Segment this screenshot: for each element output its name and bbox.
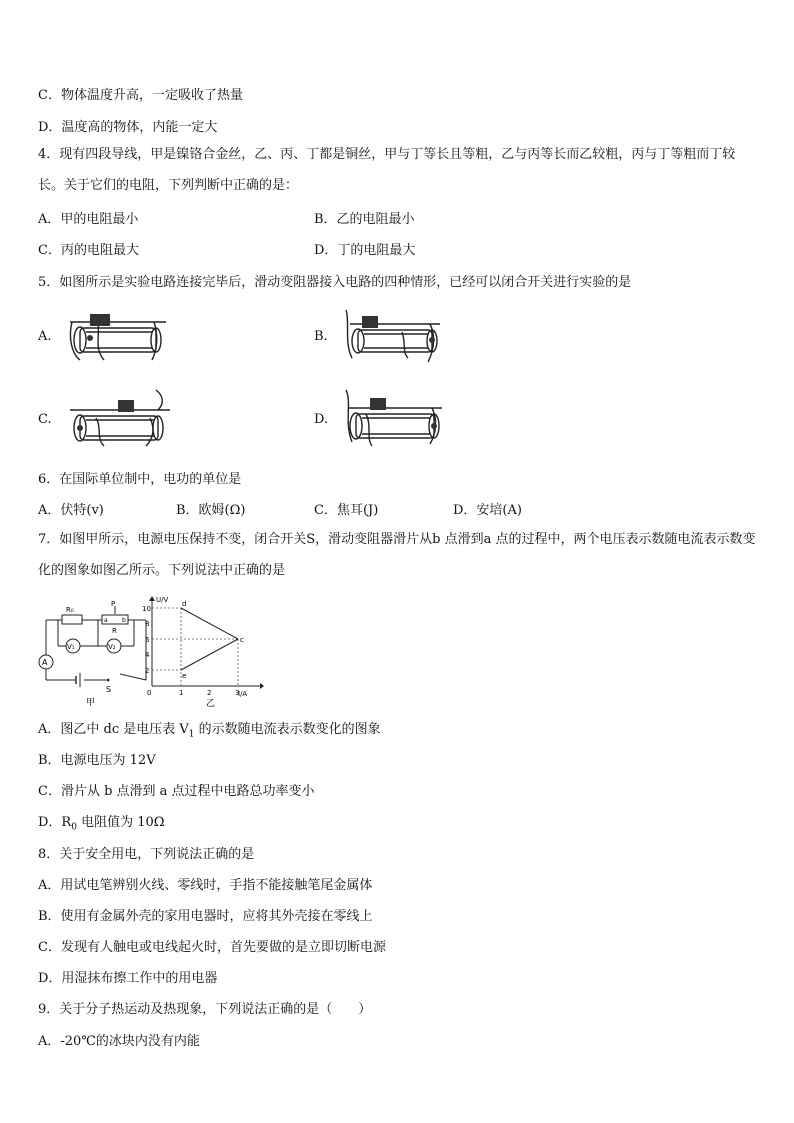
q3-option-d: D．温度高的物体，内能一定大 (38, 120, 218, 135)
switch-label: S (106, 685, 112, 694)
q5-label-a: A. (38, 329, 52, 344)
q4-option-c: C．丙的电阻最大 (38, 243, 139, 258)
q6-option-d: D．安培(A) (453, 503, 522, 518)
q7-option-a-pre: A．图乙中 dc 是电压表 V (38, 722, 189, 737)
ytick-2: 2 (145, 667, 150, 675)
q8-option-c: C．发现有人触电或电线起火时，首先要做的是立即切断电源 (38, 940, 386, 955)
graph-caption: 乙 (206, 699, 216, 708)
q4-option-b: B．乙的电阻最小 (314, 212, 415, 227)
v1-label: V₁ (67, 643, 75, 651)
ammeter-label: A (42, 658, 48, 667)
ytick-10: 10 (142, 605, 151, 613)
q7-option-c: C．滑片从 b 点滑到 a 点过程中电路总功率变小 (38, 784, 315, 799)
rheostat-figure-d (342, 388, 448, 450)
q7-option-d-sub: 0 (71, 822, 77, 833)
q5-label-b: B. (314, 329, 328, 344)
point-b-label: b (122, 617, 126, 624)
q7-option-d (38, 811, 165, 833)
point-d-label: d (182, 600, 187, 608)
q8-option-b: B．使用有金属外壳的家用电器时，应将其外壳接在零线上 (38, 909, 373, 924)
q5-label-d: D. (314, 412, 329, 427)
q7-option-b: B．电源电压为 12V (38, 753, 156, 768)
q6-option-a: A．伏特(v) (38, 503, 104, 518)
point-e-label: e (182, 672, 187, 680)
point-a-label: a (104, 617, 108, 624)
point-c-label: c (240, 636, 244, 644)
r0-label: R₀ (66, 606, 74, 614)
xtick-3: 3 (235, 689, 240, 697)
q7-stem: 7．如图甲所示，电源电压保持不变，闭合开关S，滑动变阻器滑片从b 点滑到a 点的过程中，两个电压表示数随电流表示数变化的图象如图乙所示。下列说法中正确的是 (38, 532, 756, 578)
q7-graph (140, 592, 266, 708)
q8-option-d: D．用湿抹布擦工作中的用电器 (38, 971, 218, 986)
q6-option-c: C．焦耳(J) (314, 503, 379, 518)
q4-option-d: D．丁的电阻最大 (314, 243, 416, 258)
r0-resistor (62, 615, 82, 624)
q4-option-a: A．甲的电阻最小 (38, 212, 139, 227)
q9-stem: 9．关于分子热运动及热现象，下列说法正确的是（ ） (38, 1002, 372, 1017)
xtick-1: 1 (179, 689, 184, 697)
q7-option-d-pre: D．R (38, 815, 72, 830)
xtick-2: 2 (207, 689, 212, 697)
graph-ylabel: U/V (156, 596, 169, 604)
slider-p-label: P (111, 600, 116, 608)
graph-xlabel: I/A (238, 690, 248, 698)
q6-stem: 6．在国际单位制中，电功的单位是 (38, 472, 242, 487)
q4-stem: 4．现有四段导线，甲是镍铬合金丝，乙、丙、丁都是铜丝，甲与丁等长且等粗，乙与丙等长而乙较粗，丙与丁等粗而丁较长。关于它们的电阻，下列判断中正确的是： (38, 147, 736, 193)
q7-option-a (38, 718, 381, 740)
xtick-0: 0 (147, 689, 152, 697)
rheostat-figure-c (66, 388, 174, 450)
rheostat-label: R (112, 627, 117, 635)
rheostat-figure-a (66, 308, 176, 366)
segment-dc (181, 608, 238, 639)
q5-label-c: C. (38, 412, 52, 427)
rheostat-figure-b (342, 306, 446, 366)
q8-stem: 8．关于安全用电，下列说法正确的是 (38, 847, 255, 862)
ytick-4: 4 (145, 651, 150, 659)
q6-option-b: B．欧姆(Ω) (176, 503, 246, 518)
q5-stem: 5．如图所示是实验电路连接完毕后，滑动变阻器接入电路的四种情形，已经可以闭合开关进行实验的是 (38, 275, 632, 290)
q7-option-a-sub: 1 (188, 729, 195, 740)
q7-option-a-post: 的示数随电流表示数变化的图象 (194, 722, 381, 737)
q7-circuit-diagram (36, 598, 154, 710)
ytick-8: 8 (145, 620, 150, 628)
circuit-caption: 甲 (86, 698, 96, 708)
q3-option-c: C．物体温度升高，一定吸收了热量 (38, 88, 243, 103)
segment-ec (181, 639, 238, 670)
ytick-6: 6 (145, 636, 150, 644)
q8-option-a: A．用试电笔辨别火线、零线时，手指不能接触笔尾金属体 (38, 878, 373, 893)
q7-option-d-post: 电阻值为 10Ω (76, 815, 165, 830)
q9-option-a: A．-20℃的冰块内没有内能 (38, 1034, 200, 1049)
v2-label: V₂ (108, 643, 116, 651)
